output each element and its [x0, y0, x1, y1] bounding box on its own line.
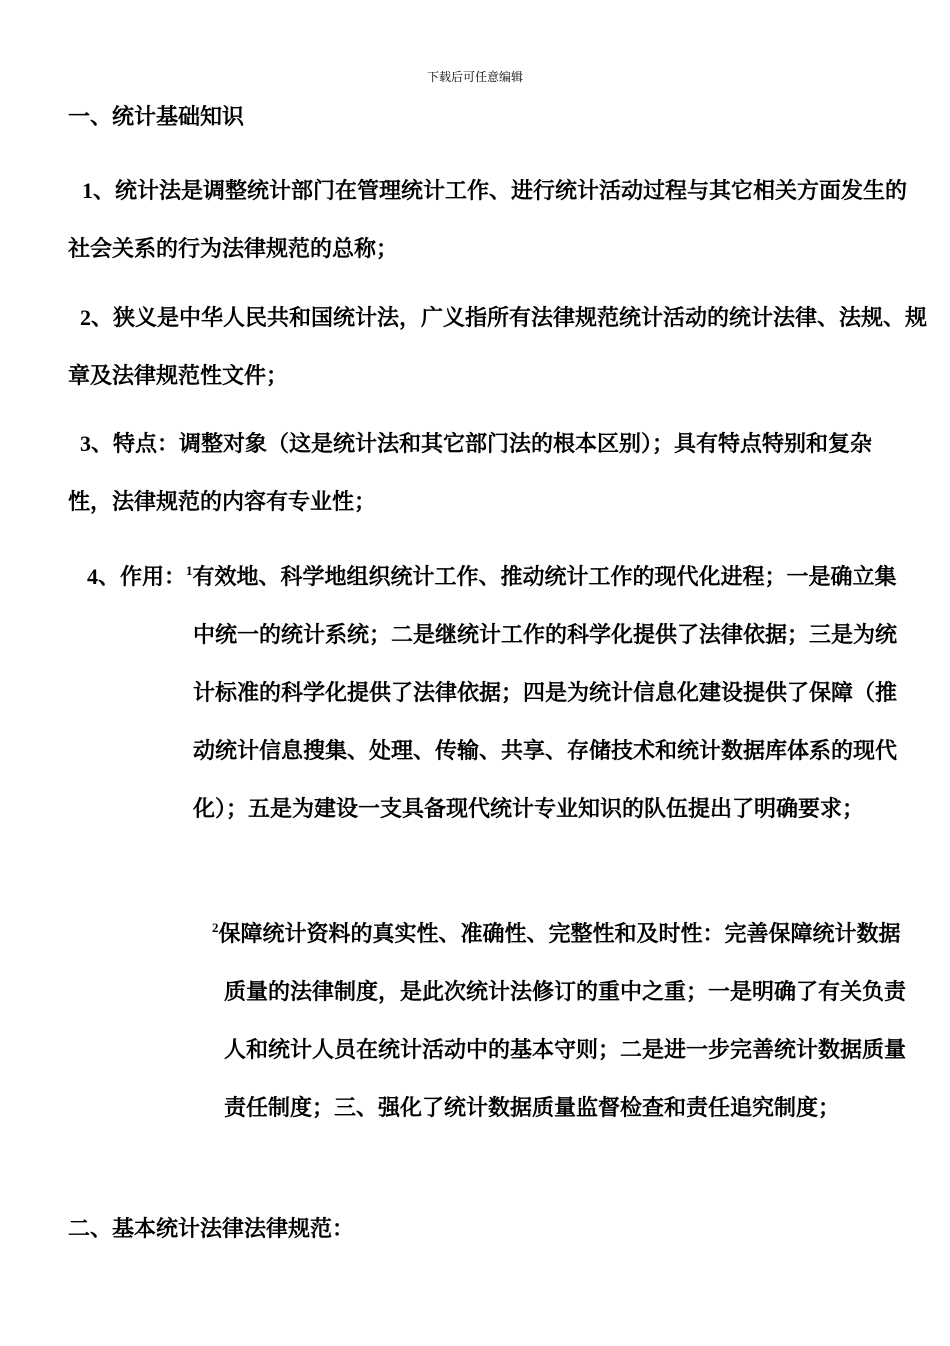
paragraph-4	[87, 542, 911, 839]
section-heading-1: 一、统计基础知识	[68, 105, 245, 130]
paragraph-2-text: 、狭义是中华人民共和国统计法，广义指所有法律规范统计活动的统计法律、法规、规章及法律规范性文件；	[68, 306, 928, 389]
paragraph-4-text: 有效地、科学地组织统计工作、推动统计工作的现代化进程；一是确立集中统一的统计系统；二是继统计工作的科学化提供了法律依据；三是为统计标准的科学化提供了法律依据；四是为统计信息化建设提供了保障（推动统计信息搜集、处理、传输、共享、存储技术和统计数据库体系的现代化）；五是为建设一支具备现代统计专业知识的队伍提出了明确要求；	[192, 565, 898, 822]
paragraph-3-number: 3	[80, 431, 91, 456]
paragraph-1-text: 、统计法是调整统计部门在管理统计工作、进行统计活动过程与其它相关方面发生的社会关系的行为法律规范的总称；	[68, 179, 908, 262]
section-heading-2: 二、基本统计法律法律规范：	[68, 1217, 355, 1242]
paragraph-3-text: 、特点：调整对象（这是统计法和其它部门法的根本区别）；具有特点特别和复杂性，法律规范的内容有专业性；	[68, 432, 873, 515]
paragraph-2	[68, 289, 928, 406]
paragraph-3	[68, 415, 910, 532]
paragraph-4-lead: 、作用：	[98, 565, 187, 590]
paragraph-5-text: 保障统计资料的真实性、准确性、完整性和及时性：完善保障统计数据质量的法律制度，是此次统计法修订的重中之重；一是明确了有关负责人和统计人员在统计活动中的基本守则；二是进一步完善统计数据质量责任制度；三、强化了统计数据质量监督检查和责任追究制度；	[218, 922, 907, 1121]
page-header: 下载后可任意编辑	[426, 70, 523, 84]
paragraph-1	[68, 162, 910, 279]
paragraph-5-superscript: 2	[212, 920, 219, 935]
paragraph-5	[212, 899, 912, 1138]
paragraph-1-number: 1	[82, 178, 93, 203]
paragraph-4-superscript: 1	[186, 563, 193, 578]
paragraph-2-number: 2	[80, 305, 91, 330]
paragraph-4-number: 4	[87, 564, 98, 589]
